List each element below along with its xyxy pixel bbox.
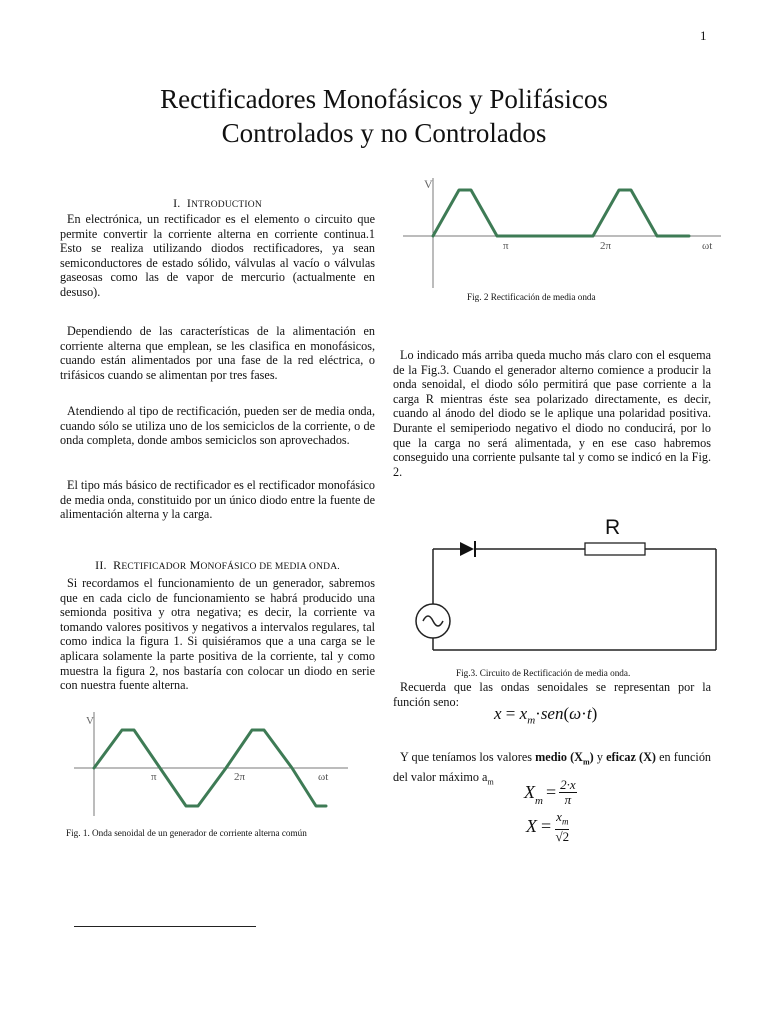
intro-paragraph-4: El tipo más básico de rectificador es el rectificador monofásico de media onda, constituido por un único diodo entre la fuente de alimentación alterna y la carga. xyxy=(60,478,375,522)
formula-rms-value xyxy=(526,810,569,844)
values-text-middle: y xyxy=(593,750,607,764)
formula-1-x: x xyxy=(519,704,528,723)
footnote-rule xyxy=(74,926,256,927)
title-line-1: Rectificadores Monofásicos y Polifásicos xyxy=(160,84,608,114)
formula-1-close: ) xyxy=(591,704,598,723)
section-1-heading-initial: I xyxy=(186,196,192,210)
medio-sub: m xyxy=(582,757,590,767)
formula-3-fraction xyxy=(555,810,569,844)
fig-1-2pi-label: 2π xyxy=(234,771,246,783)
eficaz-label: eficaz (X) xyxy=(606,750,656,764)
values-text-before: Y que teníamos los valores xyxy=(400,750,536,764)
fig-2-wt-label: ωt xyxy=(702,240,713,252)
fig-1-sine-wave xyxy=(70,710,350,820)
formula-2-X: X xyxy=(524,782,535,802)
section-1-heading xyxy=(60,196,375,211)
formula-2-denominator: π xyxy=(564,792,572,807)
intro-paragraph-1: En electrónica, un rectificador es el elemento o circuito que permite convertir la corriente alterna en corriente continua.1 Esto se realiza utilizando diodos rectificadores, ya sean semiconductores de estado sólido, válvulas al vacío o válvulas gaseosas como las de vapor de mercurio (actualmente en desuso). xyxy=(60,212,375,299)
formula-3-denominator: √2 xyxy=(555,828,570,844)
fig-2-pi-label: π xyxy=(503,240,509,252)
formula-mean-value xyxy=(524,778,577,807)
resistor-icon xyxy=(585,543,645,555)
formula-1-t: t xyxy=(586,704,592,723)
formula-3-X: X xyxy=(526,816,537,837)
intro-paragraph-3: Atendiendo al tipo de rectificación, pueden ser de media onda, cuando sólo se utiliza uno de los semiciclos de la corriente, o de onda completa, donde ambos semiciclos son aprovechados. xyxy=(60,404,375,448)
fig-2-half-wave xyxy=(393,170,723,290)
formula-2-numerator: 2·x xyxy=(560,777,576,792)
section-2-heading-initial-2: M xyxy=(189,558,201,572)
fig-2-v-label: V xyxy=(424,177,433,191)
formula-1-omega: ω xyxy=(569,704,582,723)
title-line-2: Controlados y no Controlados xyxy=(221,118,547,148)
medio-label xyxy=(535,750,594,767)
section-2-numeral: II. xyxy=(95,558,107,572)
section-2-heading xyxy=(60,558,375,573)
senoidal-intro-text: Recuerda que las ondas senoidales se representan por la función seno: xyxy=(393,680,711,709)
formula-1-dot: · xyxy=(535,704,541,723)
intro-paragraph-2: Dependiendo de las características de la alimentación en corriente alterna que emplean, se les clasifica en monofásicos, cuando están alimentados por una fase de la red eléctrica, o trifásicos cuando se alimentan por tres fases. xyxy=(60,324,375,382)
formula-1-dot-2: · xyxy=(581,704,587,723)
formula-2-eq: = xyxy=(545,782,557,802)
fig-3-caption: Fig.3. Circuito de Rectificación de media onda. xyxy=(456,668,631,678)
fig-3-r-label: R xyxy=(605,516,621,539)
formula-1-lhs: x xyxy=(494,704,502,723)
fig-2-caption: Fig. 2 Rectificación de media onda xyxy=(467,292,596,302)
medio-text: medio (X xyxy=(535,750,583,764)
fig-1-v-label: V xyxy=(86,715,94,727)
values-text-after: en función del valor máximo a xyxy=(393,750,712,785)
values-text-after-sub: m xyxy=(487,777,494,787)
formula-3-eq: = xyxy=(541,816,552,837)
fig-1-pi-label: π xyxy=(151,771,157,783)
circuit-explanation-paragraph: Lo indicado más arriba queda mucho más claro con el esquema de la Fig.3. Cuando el generador alterno comience a producir la onda senoidal, el diodo sólo permitirá que pase corriente a la carga R mientras éste sea polarizado directamente, es decir, cuando al ánodo del diodo se le aplique una polaridad positiva. Durante el semiperiodo negativo el diodo no conducirá, por lo que la carga no será alimentada, y en ese caso habremos conseguido una corriente pulsante tal y como se indicó en la Fig. 2. xyxy=(393,348,711,479)
formula-3-x: x xyxy=(556,809,562,824)
formula-3-sub-m: m xyxy=(561,816,569,827)
formula-sine xyxy=(494,704,597,726)
medio-close: ) xyxy=(589,750,594,764)
section-2-heading-word-1: ECTIFICADOR xyxy=(121,562,187,572)
formula-1-open: ( xyxy=(563,704,570,723)
section-1-heading-rest: NTRODUCTION xyxy=(191,200,262,210)
fig-3-circuit xyxy=(405,508,725,663)
formula-2-sub-m: m xyxy=(535,795,543,807)
formula-1-sub-m: m xyxy=(527,714,536,727)
formula-1-eq: = xyxy=(505,704,516,723)
fig-2-2pi-label: 2π xyxy=(600,240,612,252)
fig-2-waveform xyxy=(433,190,689,236)
section-2-paragraph: Si recordamos el funcionamiento de un generador, sabremos que en cada ciclo de funcionamiento se habrá producido una semionda positiva y otra negativa; es decir, la corriente va tomando valores positivos y negativos a intervalos regulares, tal como indica la figura 1. Si quisiéramos que a una carga se le aplicara solamente la parte positiva de la corriente, tal y como muestra la figura 2, nos bastaría con colocar un diodo en serie con nuestra fuente alterna. xyxy=(60,576,375,693)
page-title xyxy=(60,82,708,150)
fig-1-caption: Fig. 1. Onda senoidal de un generador de corriente alterna común xyxy=(66,828,307,838)
page-number: 1 xyxy=(700,28,707,43)
section-2-heading-initial-1: R xyxy=(113,558,122,572)
formula-2-fraction xyxy=(559,778,577,807)
diode-icon xyxy=(460,542,474,556)
section-2-heading-word-2: ONOFÁSICO DE MEDIA ONDA. xyxy=(200,562,340,572)
section-1-numeral: I. xyxy=(173,196,181,210)
fig-1-wt-label: ωt xyxy=(318,771,329,783)
formula-1-sen: sen xyxy=(540,704,564,723)
formula-3-numerator xyxy=(555,810,569,830)
